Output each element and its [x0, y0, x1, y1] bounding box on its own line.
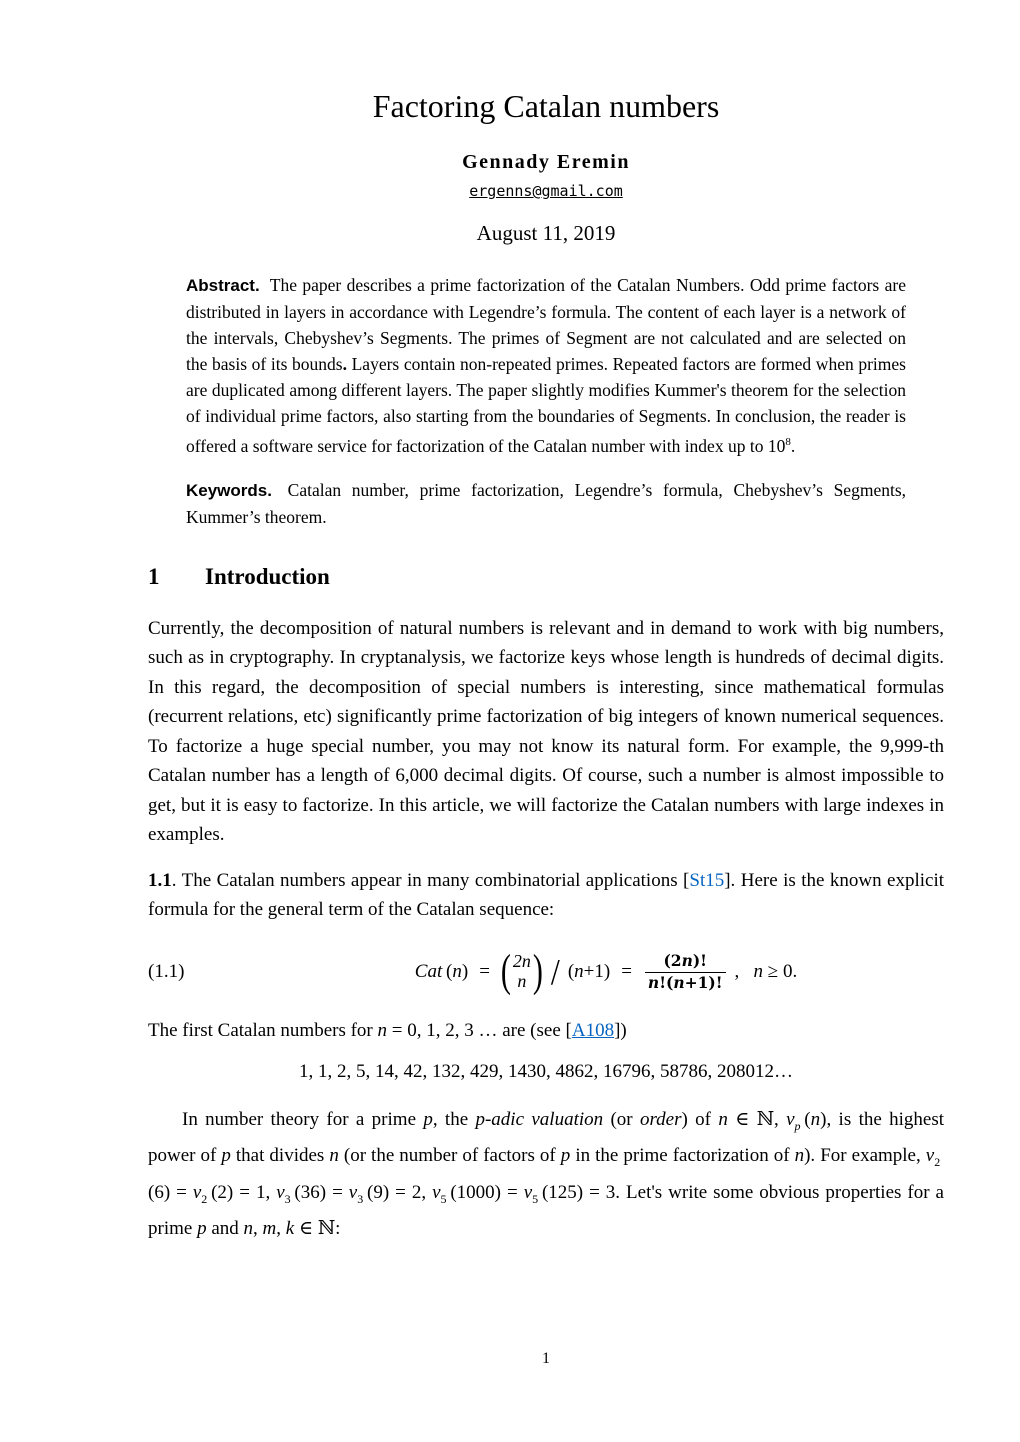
paper-title: Factoring Catalan numbers — [372, 88, 720, 124]
binomial-coefficient — [500, 946, 543, 997]
open-paren: ( — [500, 946, 511, 997]
paragraph-1-1: 1.1. The Catalan numbers appear in many combinatorial applications [St15]. Here is the known explicit formula for the general term of the Catalan sequence: — [148, 869, 944, 921]
link-a108[interactable]: A108 — [571, 1019, 615, 1041]
paper-date: August 11, 2019 — [476, 221, 616, 245]
equation-lhs: Cat (n) — [414, 961, 469, 983]
fraction-denominator: n!(n+1)! — [645, 972, 726, 994]
section-number: 1 — [148, 563, 160, 589]
abstract-paragraph — [186, 272, 906, 459]
section-title: Introduction — [205, 563, 330, 589]
equation-condition: , n ≥ 0. — [734, 961, 798, 983]
equals-sign-2: = — [621, 961, 632, 983]
binomial-bottom: n — [517, 971, 527, 992]
keywords-text: Catalan number, prime factorization, Legendre’s formula, Chebyshev’s Segments, Kummer’s theorem. — [186, 479, 907, 527]
factorial-fraction — [645, 951, 726, 994]
equation-1-1 — [148, 946, 944, 997]
binomial-stack — [511, 952, 533, 992]
fraction-numerator: (2n)! — [663, 950, 707, 970]
binomial-top: 2n — [512, 951, 531, 972]
page-number: 1 — [542, 1350, 550, 1367]
link-st15[interactable]: St15 — [689, 869, 725, 891]
close-paren: ) — [532, 946, 543, 997]
keywords-label: Keywords. — [186, 480, 272, 500]
keywords-paragraph — [186, 477, 906, 530]
equals-sign: = — [479, 961, 490, 983]
author-name: Gennady Eremin — [462, 151, 630, 173]
equation-divisor: (n+1) — [567, 961, 611, 983]
equation-body — [268, 946, 944, 997]
equation-tag: (1.1) — [148, 961, 185, 983]
catalan-numbers-line: 1, 1, 2, 5, 14, 42, 132, 429, 1430, 4862, 16796, 58786, 208012… — [299, 1061, 793, 1083]
author-email-row — [148, 182, 944, 201]
intro-paragraph: Currently, the decomposition of natural numbers is relevant and in demand to work with big numbers, such as in cryptography. In cryptanalysis, we factorize keys whose length is hundreds of decimal digits. In this regard, the decomposition of special numbers is interesting, since mathematical formulas (recurrent relations, etc) significantly prime factorization of big integers of known numerical sequences. To factorize a huge special number, you may not know its natural form. For example, the 9,999-th Catalan number has a length of 6,000 decimal digits. Of course, such a number is almost impossible to get, but it is easy to factorize. In this article, we will factorize the Catalan numbers with large indexes in examples. — [148, 617, 944, 846]
division-slash: / — [550, 951, 560, 993]
section-heading-introduction — [148, 564, 944, 590]
abstract-label: Abstract. — [186, 276, 260, 295]
padic-valuation-paragraph: In number theory for a prime p, the p-adic valuation (or order) of n ∈ ℕ, $v_p$ (n), is the highest power of p that divides n (or the number of factors of p in the prime factorization of n). For example, $v_2$ $(6) = v_2$ (2) = 1, $v_3$ $(36) = v_3$ (9) = 2, $v_5$ $(1000) = v_5$ (125) = 3. Let's write some obvious properties for a prime p and n, m, k ∈ ℕ: — [148, 1109, 945, 1240]
abstract-text: The paper describes a prime factorization of the Catalan Numbers. Odd prime factors are distributed in layers in accordance with Legendre’s formula. The content of each layer is a network of the intervals, Chebyshev’s Segments. The primes of Segment are not calculated and are selected on the basis of its bounds. Layers contain non-repeated primes. Repeated factors are formed when primes are duplicated among different layers. The paper slightly modifies Kummer's theorem for the selection of individual prime factors, also starting from the boundaries of Segments. In conclusion, the reader is offered a software service for factorization of the Catalan number with index up to $10^8$. — [186, 275, 907, 456]
author-email-link[interactable]: ergenns@gmail.com — [469, 182, 623, 200]
catalan-list-intro: The first Catalan numbers for n = 0, 1, 2, 3 … are (see [A108]) — [148, 1019, 627, 1041]
